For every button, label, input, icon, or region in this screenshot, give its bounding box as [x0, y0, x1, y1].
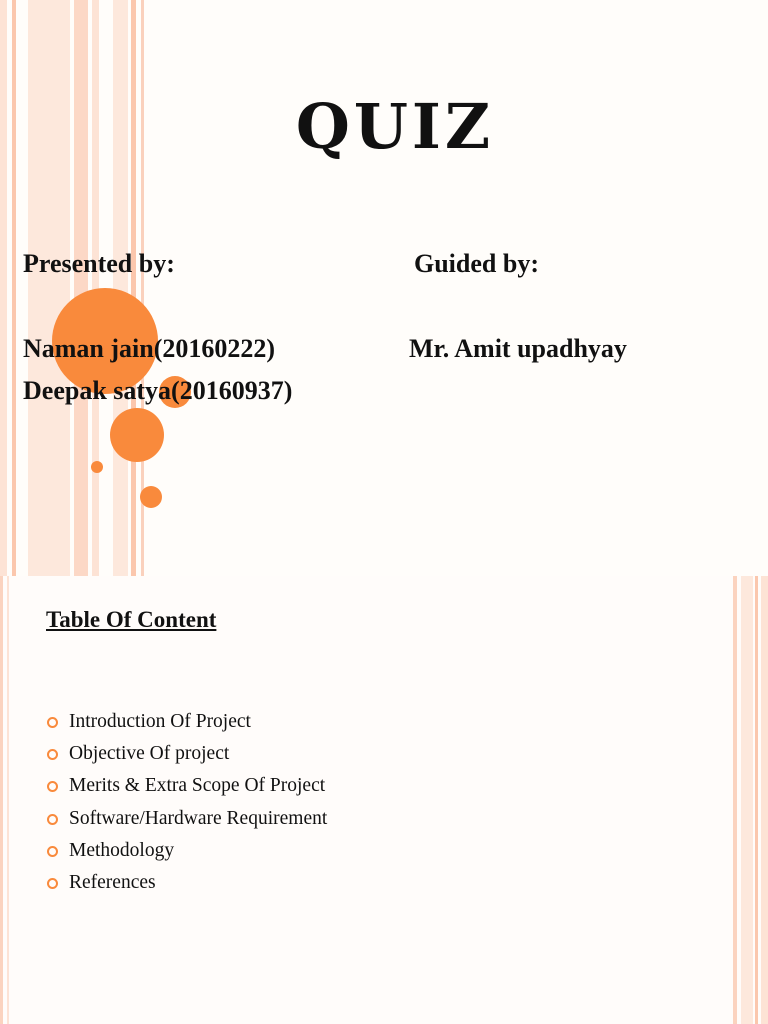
presented-by-label: Presented by:	[23, 249, 175, 278]
decorative-stripe	[733, 576, 737, 1024]
decorative-stripe	[113, 0, 128, 576]
decorative-stripe	[761, 576, 768, 1024]
bullet-icon	[47, 814, 58, 825]
guided-by-label: Guided by:	[414, 249, 539, 278]
decorative-circle	[140, 486, 162, 508]
toc-heading: Table Of Content	[46, 607, 217, 632]
decorative-stripe	[755, 576, 758, 1024]
toc-slide	[0, 576, 768, 1024]
decorative-stripe	[7, 576, 9, 1024]
decorative-circle	[91, 461, 103, 473]
presenter-name: Naman jain(20160222)	[23, 334, 276, 363]
bullet-icon	[47, 846, 58, 857]
list-item	[46, 742, 327, 774]
guide-name: Mr. Amit upadhyay	[409, 334, 627, 363]
slide-title: QUIZ	[295, 90, 495, 163]
presenter-name: Deepak satya(20160937)	[23, 376, 293, 405]
list-item-label: Software/Hardware Requirement	[69, 807, 328, 829]
list-item-label: Introduction Of Project	[69, 711, 251, 732]
list-item-label: Methodology	[69, 839, 175, 861]
list-item-label: Merits & Extra Scope Of Project	[69, 775, 326, 797]
bullet-icon	[47, 749, 58, 760]
list-item-label: References	[69, 871, 156, 893]
bullet-icon	[47, 717, 58, 728]
decorative-stripe	[131, 0, 136, 576]
list-item	[46, 710, 327, 742]
list-item	[46, 839, 327, 871]
decorative-stripe	[741, 576, 753, 1024]
decorative-stripe	[74, 0, 88, 576]
list-item	[46, 807, 327, 839]
decorative-circle	[110, 408, 164, 462]
bullet-icon	[47, 878, 58, 889]
decorative-stripe	[12, 0, 16, 576]
decorative-stripe	[0, 0, 7, 576]
toc-list	[46, 710, 327, 903]
list-item-label: Objective Of project	[69, 743, 230, 765]
decorative-stripe	[28, 0, 70, 576]
list-item	[46, 871, 327, 903]
decorative-stripe	[0, 576, 3, 1024]
list-item	[46, 774, 327, 806]
bullet-icon	[47, 781, 58, 792]
